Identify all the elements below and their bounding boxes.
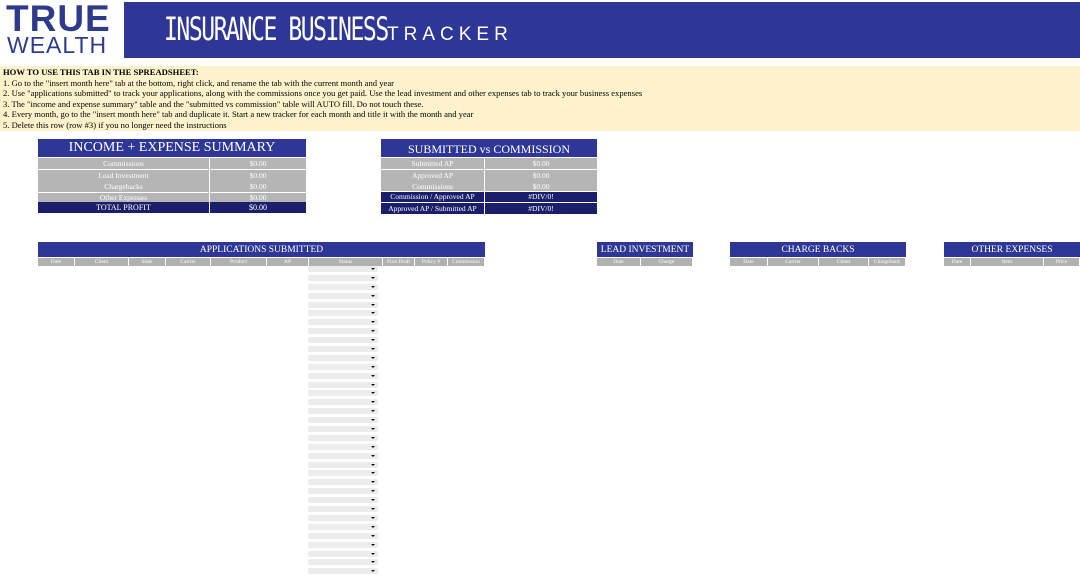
status-dropdown[interactable] <box>308 524 378 530</box>
income-label: Other Expenses <box>38 193 210 202</box>
status-dropdown[interactable] <box>308 302 378 308</box>
instruction-step: 2. Use "applications submitted" to track your applications, along with the commissions once you get paid. Use the lead investment and other expenses tab to track your business expenses <box>3 88 643 99</box>
status-dropdown[interactable] <box>308 551 378 557</box>
column-header[interactable]: Date <box>944 258 971 266</box>
income-expense-title: INCOME + EXPENSE SUMMARY <box>38 139 306 157</box>
svc-label: Commissions <box>381 181 485 191</box>
status-dropdown[interactable] <box>308 453 378 459</box>
status-dropdown[interactable] <box>308 533 378 539</box>
column-header[interactable]: State <box>129 258 166 266</box>
svc-ratio-value: #DIV/0! <box>485 192 597 203</box>
income-value: $0.00 <box>210 193 306 202</box>
lead-investment-title: LEAD INVESTMENT <box>597 242 693 257</box>
status-dropdown[interactable] <box>308 444 378 450</box>
status-dropdown[interactable] <box>308 462 378 468</box>
applications-title: APPLICATIONS SUBMITTED <box>38 242 485 257</box>
lead-investment-column-headers <box>597 258 693 266</box>
status-dropdown[interactable] <box>308 382 378 388</box>
svc-value: $0.00 <box>485 170 597 181</box>
instructions-heading: HOW TO USE THIS TAB IN THE SPREADSHEET: <box>3 67 199 77</box>
column-header[interactable]: Client <box>819 258 869 266</box>
status-dropdown[interactable] <box>308 559 378 565</box>
total-profit-row[interactable] <box>38 202 306 213</box>
status-dropdown[interactable] <box>308 497 378 503</box>
other-expenses-column-headers <box>944 258 1080 266</box>
column-header[interactable]: Item <box>971 258 1044 266</box>
income-row[interactable] <box>38 193 306 202</box>
column-header[interactable]: Price <box>1044 258 1080 266</box>
column-header[interactable]: Policy # <box>415 258 448 266</box>
status-dropdown[interactable] <box>308 417 378 423</box>
income-value: $0.00 <box>210 170 306 181</box>
logo <box>0 0 124 58</box>
other-expenses-title: OTHER EXPENSES <box>944 242 1080 257</box>
column-header[interactable]: Client <box>75 258 129 266</box>
svc-row[interactable] <box>381 158 597 169</box>
status-dropdown[interactable] <box>308 426 378 432</box>
header-banner <box>0 0 1080 60</box>
income-label: Commissions <box>38 158 210 169</box>
logo-line-1: TRUE <box>6 0 111 39</box>
title-bar <box>124 2 1080 58</box>
total-profit-value: $0.00 <box>210 202 306 213</box>
page-title: INSURANCE BUSINESS <box>164 10 388 48</box>
income-label: Chargebacks <box>38 181 210 192</box>
status-dropdown[interactable] <box>308 399 378 405</box>
status-dropdown[interactable] <box>308 337 378 343</box>
svc-ratio-label: Approved AP / Submitted AP <box>381 203 485 214</box>
status-dropdown[interactable] <box>308 373 378 379</box>
svc-row[interactable] <box>381 170 597 181</box>
column-header[interactable]: Status <box>309 258 383 266</box>
status-dropdown-column <box>308 266 378 577</box>
status-dropdown[interactable] <box>308 488 378 494</box>
instruction-step: 4. Every month, go to the "insert month here" tab and duplicate it. Start a new tracker for each month and title it with the month and year <box>3 109 474 120</box>
status-dropdown[interactable] <box>308 408 378 414</box>
status-dropdown[interactable] <box>308 319 378 325</box>
column-header[interactable]: Product <box>211 258 267 266</box>
column-header[interactable]: Date <box>38 258 75 266</box>
status-dropdown[interactable] <box>308 275 378 281</box>
income-row[interactable] <box>38 158 306 169</box>
svc-label: Approved AP <box>381 170 485 181</box>
column-header[interactable]: Date <box>597 258 641 266</box>
status-dropdown[interactable] <box>308 515 378 521</box>
column-header[interactable]: First Draft <box>383 258 415 266</box>
svc-ratio-label: Commission / Approved AP <box>381 192 485 203</box>
status-dropdown[interactable] <box>308 470 378 476</box>
instructions-panel[interactable] <box>0 66 1080 131</box>
submitted-vs-commission-title: SUBMITTED vs COMMISSION <box>381 139 597 157</box>
column-header[interactable]: Carrier <box>768 258 819 266</box>
status-dropdown[interactable] <box>308 310 378 316</box>
applications-column-headers <box>38 258 485 266</box>
column-header[interactable]: AP <box>267 258 309 266</box>
income-value: $0.00 <box>210 158 306 169</box>
charge-backs-title: CHARGE BACKS <box>730 242 906 257</box>
income-row[interactable] <box>38 181 306 192</box>
instruction-step: 1. Go to the "insert month here" tab at the bottom, right click, and rename the tab with the current month and year <box>3 77 394 88</box>
column-header[interactable]: Carrier <box>166 258 211 266</box>
column-header[interactable]: Date <box>730 258 768 266</box>
instruction-step: 3. The "income and expense summary" table and the "submitted vs commission" table will AUTO fill. Do not touch these. <box>3 98 424 109</box>
income-value: $0.00 <box>210 181 306 192</box>
svc-value: $0.00 <box>485 181 597 191</box>
svc-ratio-value: #DIV/0! <box>485 203 597 214</box>
svc-row[interactable] <box>381 181 597 191</box>
svc-value: $0.00 <box>485 158 597 169</box>
instruction-step: 5. Delete this row (row #3) if you no longer need the instructions <box>3 119 227 130</box>
status-dropdown[interactable] <box>308 568 378 574</box>
total-profit-label: TOTAL PROFIT <box>38 202 210 213</box>
status-dropdown[interactable] <box>308 390 378 396</box>
status-dropdown[interactable] <box>308 542 378 548</box>
svc-ratio-row[interactable] <box>381 203 597 214</box>
page-subtitle: TRACKER <box>387 24 513 45</box>
status-dropdown[interactable] <box>308 506 378 512</box>
svc-label: Submitted AP <box>381 158 485 169</box>
charge-backs-column-headers <box>730 258 906 266</box>
column-header[interactable]: Commission <box>448 258 485 266</box>
income-row[interactable] <box>38 170 306 181</box>
status-dropdown[interactable] <box>308 355 378 361</box>
status-dropdown[interactable] <box>308 346 378 352</box>
status-dropdown[interactable] <box>308 479 378 485</box>
income-label: Lead Investment <box>38 170 210 181</box>
logo-line-2: WEALTH <box>7 32 108 58</box>
status-dropdown[interactable] <box>308 328 378 334</box>
svc-ratio-row[interactable] <box>381 192 597 203</box>
column-header[interactable]: Chargeback <box>869 258 906 266</box>
status-dropdown[interactable] <box>308 266 378 272</box>
column-header[interactable]: Charge <box>641 258 693 266</box>
status-dropdown[interactable] <box>308 284 378 290</box>
status-dropdown[interactable] <box>308 364 378 370</box>
status-dropdown[interactable] <box>308 293 378 299</box>
status-dropdown[interactable] <box>308 435 378 441</box>
